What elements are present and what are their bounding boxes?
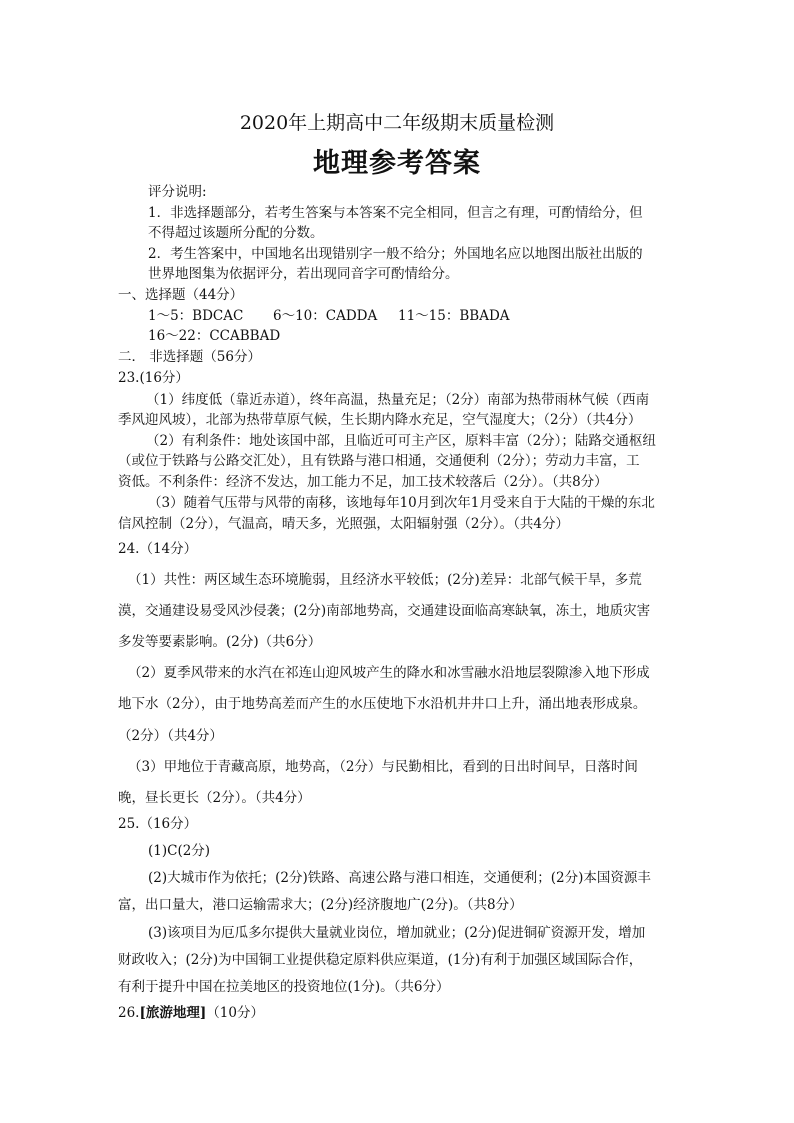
q24-line: 晚，昼长更长（2分）。（共4分） <box>118 790 311 806</box>
answers-6-10: 6～10：CADDA <box>273 308 378 324</box>
q25-line: 有利于提升中国在拉美地区的投资地位(1分)。（共6分） <box>118 979 450 995</box>
q24-line: （3）甲地位于青藏高原，地势高，（2分）与民勤相比，看到的日出时间早，日落时间 <box>128 759 638 775</box>
q23-line: 季风迎风坡），北部为热带草原气候，生长期内降水充足，空气湿度大；（2分）（共4分） <box>118 412 642 428</box>
q26-number: 26. <box>118 1005 140 1021</box>
scoring-item-2: 2．考生答案中，中国地名出现错别字一般不给分；外国地名应以地图出版社出版的 <box>148 246 643 262</box>
q25-line: (1)C(2分) <box>148 843 211 859</box>
q24-line: （2）夏季风带来的水汽在祁连山迎风坡产生的降水和冰雪融水沿地层裂隙渗入地下形成 <box>128 665 650 681</box>
q26-score: （10分） <box>206 1005 264 1021</box>
scoring-item-1-cont: 不得超过该题所分配的分数。 <box>148 225 324 241</box>
q24-line: 地下水（2分），由于地势高差而产生的水压使地下水沿机井井口上升，涌出地表形成泉。 <box>118 696 647 712</box>
scoring-heading: 评分说明: <box>148 184 207 200</box>
section-1-heading: 一、选择题（44分） <box>118 287 244 303</box>
answers-11-15: 11～15：BBADA <box>398 308 510 324</box>
q24-line: （1）共性：两区域生态环境脆弱，且经济水平较低；(2分)差异：北部气候干旱，多荒 <box>128 572 642 588</box>
q26-topic: [旅游地理] <box>139 1005 207 1021</box>
answers-16-22: 16～22：CCABBAD <box>148 328 281 344</box>
q25-line: 富，出口量大，港口运输需求大；(2分)经济腹地广(2分)。（共8分） <box>118 897 523 913</box>
q25-line: (2)大城市作为依托；(2分)铁路、高速公路与港口相连，交通便利；(2分)本国资源丰 <box>148 870 651 886</box>
q23-line: 资低。不利条件：经济不发达，加工能力不足，加工技术较落后（2分）。（共8分） <box>118 474 608 490</box>
q23-line: （1）纬度低（靠近赤道），终年高温，热量充足；（2分）南部为热带雨林气候（西南 <box>146 392 650 408</box>
exam-title: 2020年上期高中二年级期末质量检测 <box>239 112 555 134</box>
q25-heading: 25.（16分） <box>118 816 198 832</box>
scoring-item-1: 1．非选择题部分，若考生答案与本答案不完全相同，但言之有理，可酌情给分，但 <box>148 205 643 221</box>
q26-heading <box>118 1004 264 1022</box>
q23-line: 信风控制（2分），气温高，晴天多，光照强，太阳辐射强（2分）。（共4分） <box>118 516 570 532</box>
section-2-heading: 二． 非选择题（56分） <box>118 349 261 365</box>
q24-line: 漠，交通建设易受风沙侵袭；(2分)南部地势高，交通建设面临高寒缺氧，冻土，地质灾害 <box>118 603 651 619</box>
page-title: 地理参考答案 <box>313 148 481 179</box>
q23-line: （3）随着气压带与风带的南移，该地每年10月到次年1月受来自于大陆的干燥的东北 <box>148 495 655 511</box>
scoring-item-2-cont: 世界地图集为依据评分，若出现同音字可酌情给分。 <box>148 266 459 282</box>
q24-line: 多发等要素影响。(2分)（共6分） <box>118 634 322 650</box>
q23-line: （或位于铁路与公路交汇处），且有铁路与港口相通，交通便利（2分）；劳动力丰富，工 <box>118 453 640 469</box>
q25-line: 财政收入；(2分)为中国铜工业提供稳定原料供应渠道，(1分)有利于加强区域国际合作， <box>118 952 643 968</box>
q24-heading: 24.（14分） <box>118 541 198 557</box>
q23-heading: 23.(16分） <box>118 370 189 386</box>
q25-line: (3)该项目为厄瓜多尔提供大量就业岗位，增加就业；(2分)促进铜矿资源开发，增加 <box>148 925 646 941</box>
answers-1-5: 1～5：BDCAC <box>148 308 244 324</box>
q24-line: （2分）（共4分） <box>118 728 223 744</box>
q23-line: （2）有利条件：地处该国中部，且临近可可主产区，原料丰富（2分）；陆路交通枢纽 <box>146 433 656 449</box>
